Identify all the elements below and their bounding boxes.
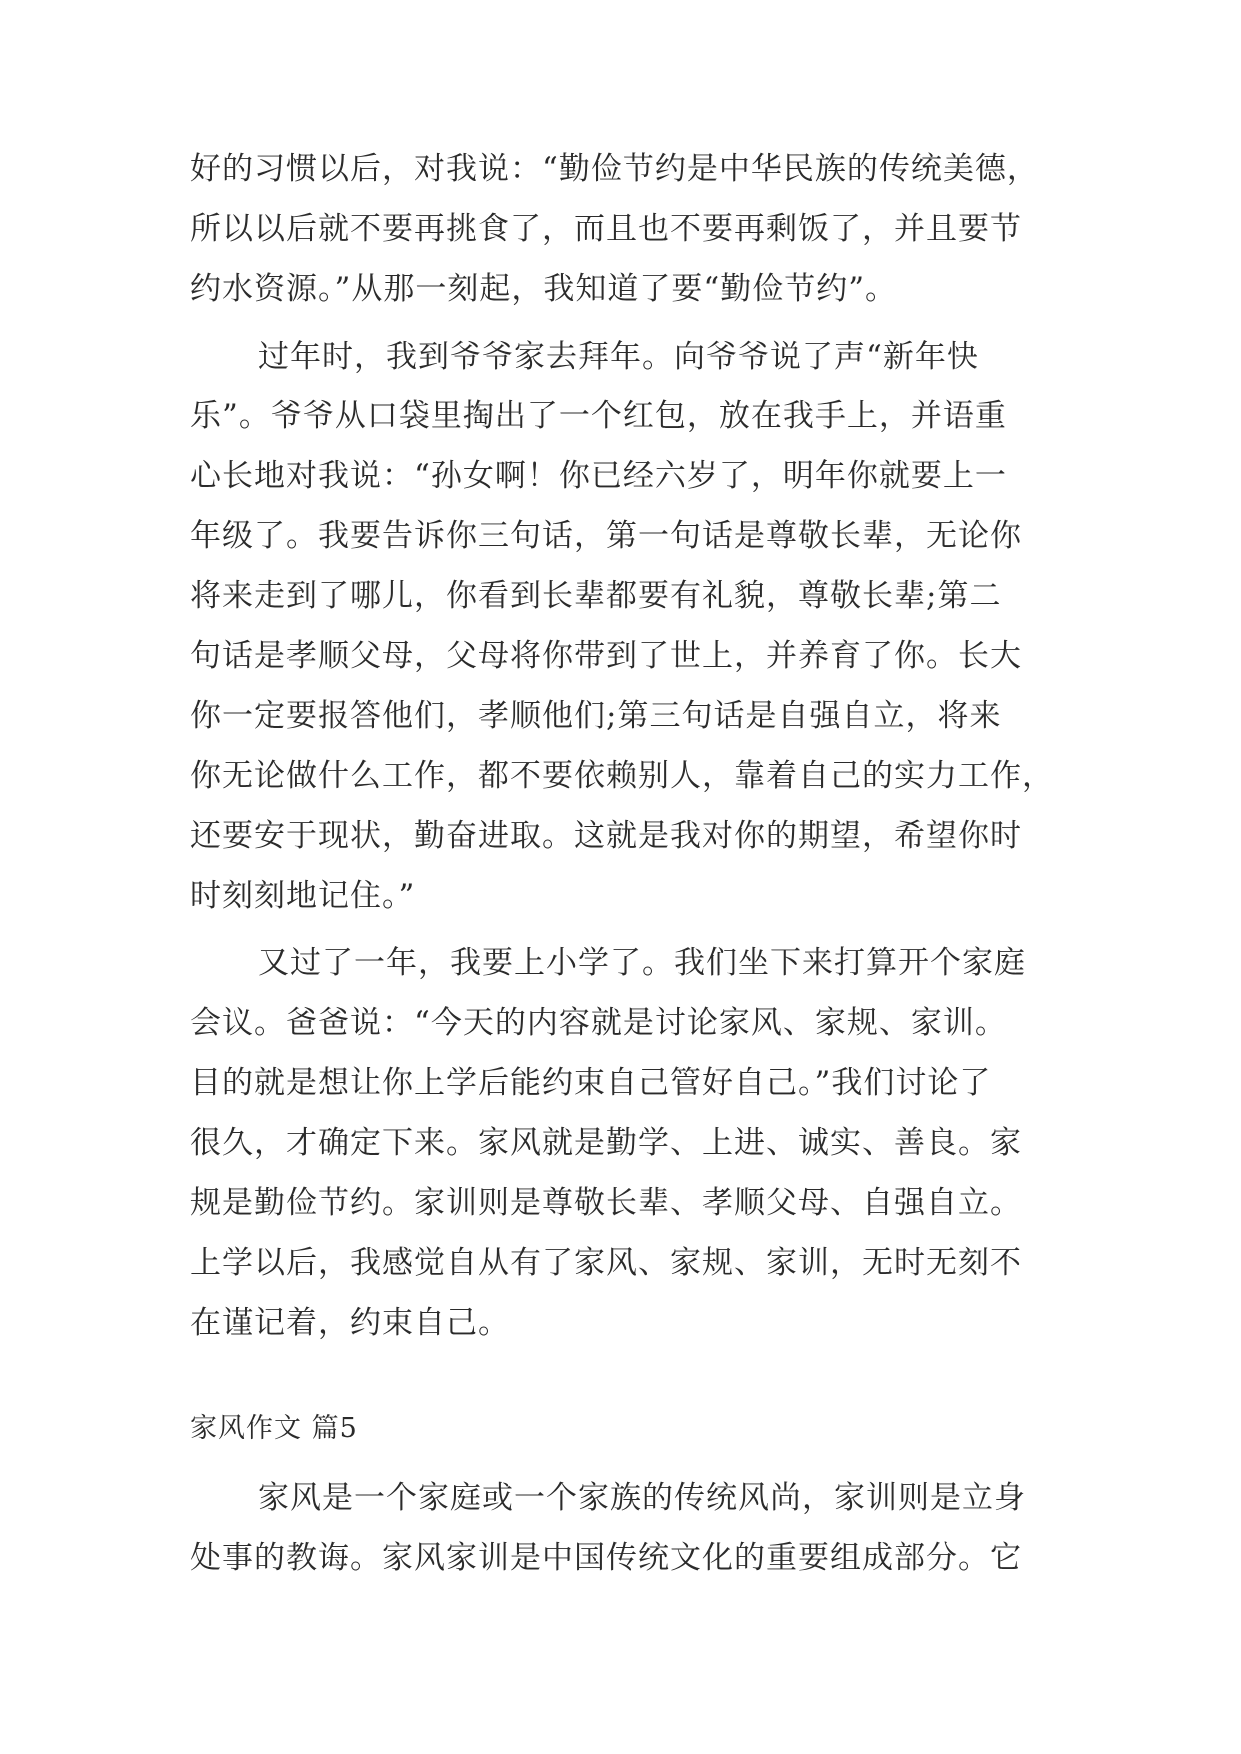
paragraph-2-line-9: 还要安于现状，勤奋进取。这就是我对你的期望，希望你时 bbox=[190, 818, 1022, 854]
paragraph-2-line-3: 心长地对我说：“孙女啊！你已经六岁了，明年你就要上一 bbox=[190, 458, 1007, 494]
paragraph-3-line-1: 又过了一年，我要上小学了。我们坐下来打算开个家庭 bbox=[258, 945, 1026, 981]
paragraph-2-line-5: 将来走到了哪儿，你看到长辈都要有礼貌，尊敬长辈;第二 bbox=[190, 578, 1002, 614]
paragraph-2-line-1: 过年时，我到爷爷家去拜年。向爷爷说了声“新年快 bbox=[258, 339, 979, 375]
paragraph-2-line-6: 句话是孝顺父母，父母将你带到了世上，并养育了你。长大 bbox=[190, 638, 1022, 674]
paragraph-3-line-7: 在谨记着，约束自己。 bbox=[190, 1305, 510, 1341]
paragraph-4-line-2: 处事的教诲。家风家训是中国传统文化的重要组成部分。它 bbox=[190, 1540, 1022, 1576]
paragraph-2-line-4: 年级了。我要告诉你三句话，第一句话是尊敬长辈，无论你 bbox=[190, 518, 1022, 554]
paragraph-3-line-2: 会议。爸爸说：“今天的内容就是讨论家风、家规、家训。 bbox=[190, 1005, 1007, 1041]
section-title: 家风作文 篇5 bbox=[190, 1413, 358, 1444]
paragraph-2-line-7: 你一定要报答他们，孝顺他们;第三句话是自强自立，将来 bbox=[190, 698, 1002, 734]
paragraph-3-line-3: 目的就是想让你上学后能约束自己管好自己。”我们讨论了 bbox=[190, 1065, 992, 1101]
paragraph-3-line-5: 规是勤俭节约。家训则是尊敬长辈、孝顺父母、自强自立。 bbox=[190, 1185, 1022, 1221]
paragraph-3-line-6: 上学以后，我感觉自从有了家风、家规、家训，无时无刻不 bbox=[190, 1245, 1022, 1281]
paragraph-2-line-10: 时刻刻地记住。” bbox=[190, 878, 416, 914]
paragraph-1-line-3: 约水资源。”从那一刻起，我知道了要“勤俭节约”。 bbox=[190, 271, 898, 307]
paragraph-1-line-1: 好的习惯以后，对我说：“勤俭节约是中华民族的传统美德， bbox=[190, 151, 1039, 187]
paragraph-1-line-2: 所以以后就不要再挑食了，而且也不要再剩饭了，并且要节 bbox=[190, 211, 1022, 247]
paragraph-2-line-8: 你无论做什么工作，都不要依赖别人，靠着自己的实力工作， bbox=[190, 758, 1054, 794]
paragraph-2-line-2: 乐”。爷爷从口袋里掏出了一个红包，放在我手上，并语重 bbox=[190, 398, 1007, 434]
paragraph-3-line-4: 很久，才确定下来。家风就是勤学、上进、诚实、善良。家 bbox=[190, 1125, 1022, 1161]
paragraph-4-line-1: 家风是一个家庭或一个家族的传统风尚，家训则是立身 bbox=[258, 1480, 1026, 1516]
